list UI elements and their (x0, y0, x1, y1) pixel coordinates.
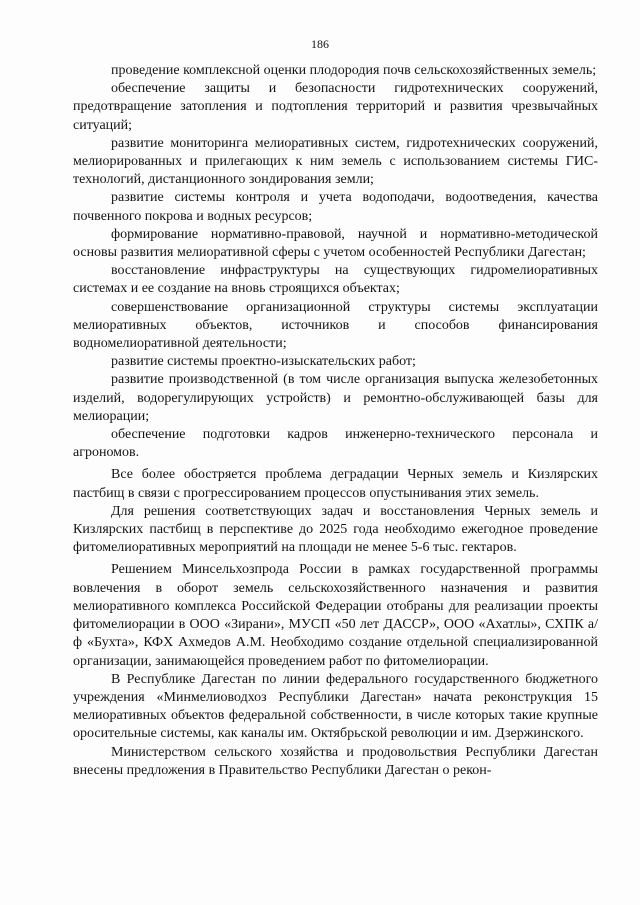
paragraph: Все более обостряется проблема деградации Черных земель и Кизлярских пастбищ в связи с прогрессированием процессов опустынивания этих земель. (73, 467, 598, 501)
paragraph: проведение комплексной оценки плодородия почв сельскохозяйственных земель; (111, 63, 597, 78)
paragraph: восстановление инфраструктуры на существующих гидромелиоративных системах и ее создание на вновь строящихся объектах; (73, 263, 598, 297)
paragraph: В Республике Дагестан по линии федерального государственного бюджетного учреждения «Минмелиоводхоз Республики Дагестан» начата реконструкция 15 мелиоративных объектов федеральной собственности, в числе которых такие крупные оросительные системы, как каналы им. Октябрьской революции и им. Дзержинского. (73, 671, 598, 742)
paragraph: совершенствование организационной структуры системы эксплуатации мелиоративных объектов, источников и способов финансирования водномелиоративной деятельности; (73, 299, 598, 352)
page-number: 186 (311, 37, 329, 51)
paragraph: развитие мониторинга мелиоративных систем, гидротехнических сооружений, мелиорированных и прилегающих к ним земель с использованием системы ГИС-технологий, дистанционного зондирования земли; (73, 135, 598, 188)
paragraph: развитие системы контроля и учета водоподачи, водоотведения, качества почвенного покрова и водных ресурсов; (73, 190, 598, 224)
paragraph: развитие системы проектно-изыскательских работ; (111, 354, 416, 370)
paragraph: Министерством сельского хозяйства и продовольствия Республики Дагестан внесены предложения в Правительство Республики Дагестан о рекон- (73, 744, 598, 778)
paragraph: формирование нормативно-правовой, научной и нормативно-методической основы развития мелиоративной сферы с учетом особенностей Республики Дагестан; (73, 226, 598, 261)
paragraph: Решением Минсельхозпрода России в рамках государственной программы вовлечения в оборот земель сельскохозяйственного назначения и развития мелиоративного комплекса Российской Федерации отобраны для реализации проекты фитомелиорации в ООО «Зирани», МУСП «50 лет ДАССР», ООО «Ахатлы», СХПК а/ф «Бухта», КФХ Ахмедов А.М. Необходимо создание отдельной специализированной организации, занимающейся проведением работ по фитомелиорации. (73, 562, 598, 669)
paragraph: обеспечение защиты и безопасности гидротехнических сооружений, предотвращение затопления и подтопления территорий и развития чрезвычайных ситуаций; (73, 81, 598, 133)
document-body (73, 62, 598, 780)
paragraph: Для решения соответствующих задач и восстановления Черных земель и Кизлярских пастбищ в перспективе до 2025 года необходимо ежегодное проведение фитомелиоративных мероприятий на площади не менее 5-6 тыс. гектаров. (73, 503, 598, 556)
paragraph: обеспечение подготовки кадров инженерно-технического персонала и агрономов. (73, 427, 598, 461)
paragraph: развитие производственной (в том числе организация выпуска железобетонных изделий, водорегулирующих устройств) и ремонтно-обслуживающей базы для мелиорации; (73, 372, 598, 424)
